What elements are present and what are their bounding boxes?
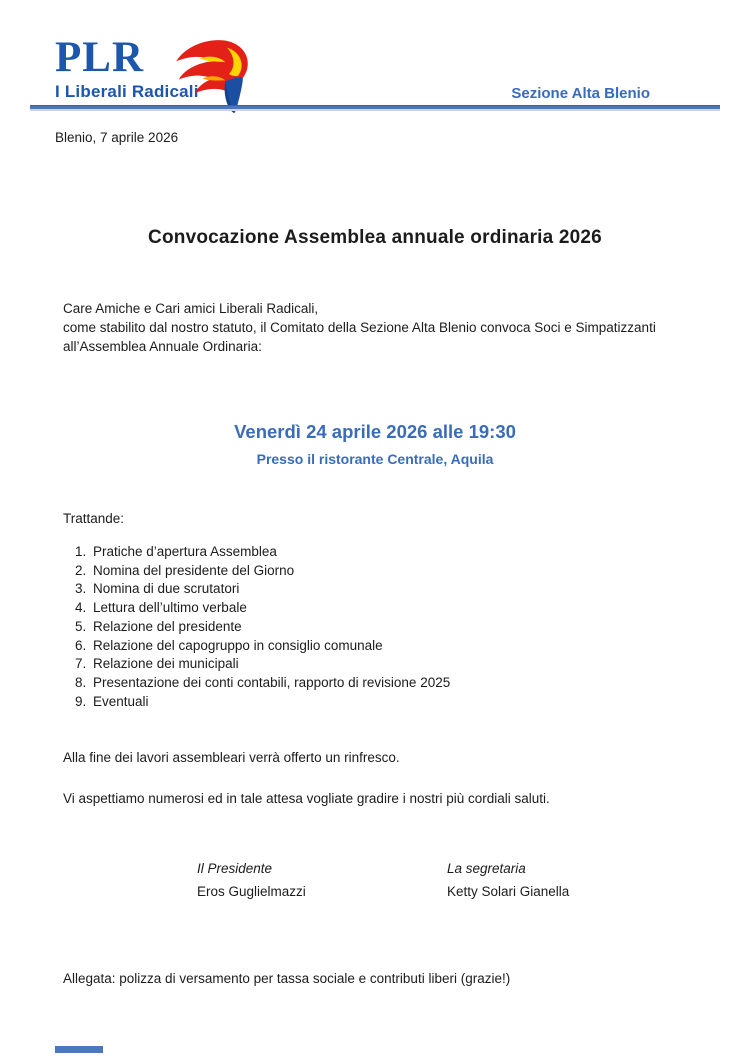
agenda-item: 3. Nomina di due scrutatori: [90, 580, 450, 599]
agenda-item: 5. Relazione del presidente: [90, 618, 450, 637]
closing-refreshment: Alla fine dei lavori assembleari verrà offerto un rinfresco.: [63, 750, 400, 765]
event-datetime: Venerdì 24 aprile 2026 alle 19:30: [234, 421, 516, 442]
plr-logo-subtitle: I Liberali Radicali: [55, 82, 199, 101]
agenda-item: 8. Presentazione dei conti contabili, rapporto di revisione 2025: [90, 674, 450, 693]
intro-paragraph: come stabilito dal nostro statuto, il Comitato della Sezione Alta Blenio convoca Soci e Simpatizzanti all’Assemblea Annuale Ordinaria:: [63, 320, 656, 354]
attachment-note: Allegata: polizza di versamento per tassa sociale e contributi liberi (grazie!): [63, 971, 511, 986]
agenda-item: 9. Eventuali: [90, 693, 450, 712]
document-title: Convocazione Assemblea annuale ordinaria 2026: [148, 227, 602, 248]
signature-secretary: [447, 861, 569, 899]
plr-logo-acronym: PLR: [55, 34, 144, 81]
signature-role: La segretaria: [447, 861, 526, 876]
closing-salute: Vi aspettiamo numerosi ed in tale attesa vogliate gradire i nostri più cordiali saluti.: [63, 791, 550, 806]
signature-role: Il Presidente: [197, 861, 273, 876]
agenda-item: 7. Relazione dei municipali: [90, 655, 450, 674]
salutation: Care Amiche e Cari amici Liberali Radicali,: [63, 301, 319, 316]
flame-torch-icon: [172, 34, 264, 114]
signature-name: Ketty Solari Gianella: [447, 884, 570, 899]
agenda-item: 1. Pratiche d’apertura Assemblea: [90, 543, 450, 562]
agenda-label: Trattande:: [63, 511, 125, 526]
header-rule: [30, 105, 720, 111]
signature-name: Eros Guglielmazzi: [197, 884, 306, 899]
next-page-rule-fragment: [55, 1046, 103, 1053]
event-location: Presso il ristorante Centrale, Aquila: [256, 451, 494, 467]
agenda-item: 6. Relazione del capogruppo in consiglio comunale: [90, 637, 450, 656]
agenda-item: 4. Lettura dell’ultimo verbale: [90, 599, 450, 618]
signature-president: [197, 861, 306, 899]
agenda-list: [63, 543, 450, 711]
date-line: Blenio, 7 aprile 2026: [55, 130, 179, 145]
agenda-item: 2. Nomina del presidente del Giorno: [90, 562, 450, 581]
section-label: Sezione Alta Blenio: [511, 85, 650, 102]
